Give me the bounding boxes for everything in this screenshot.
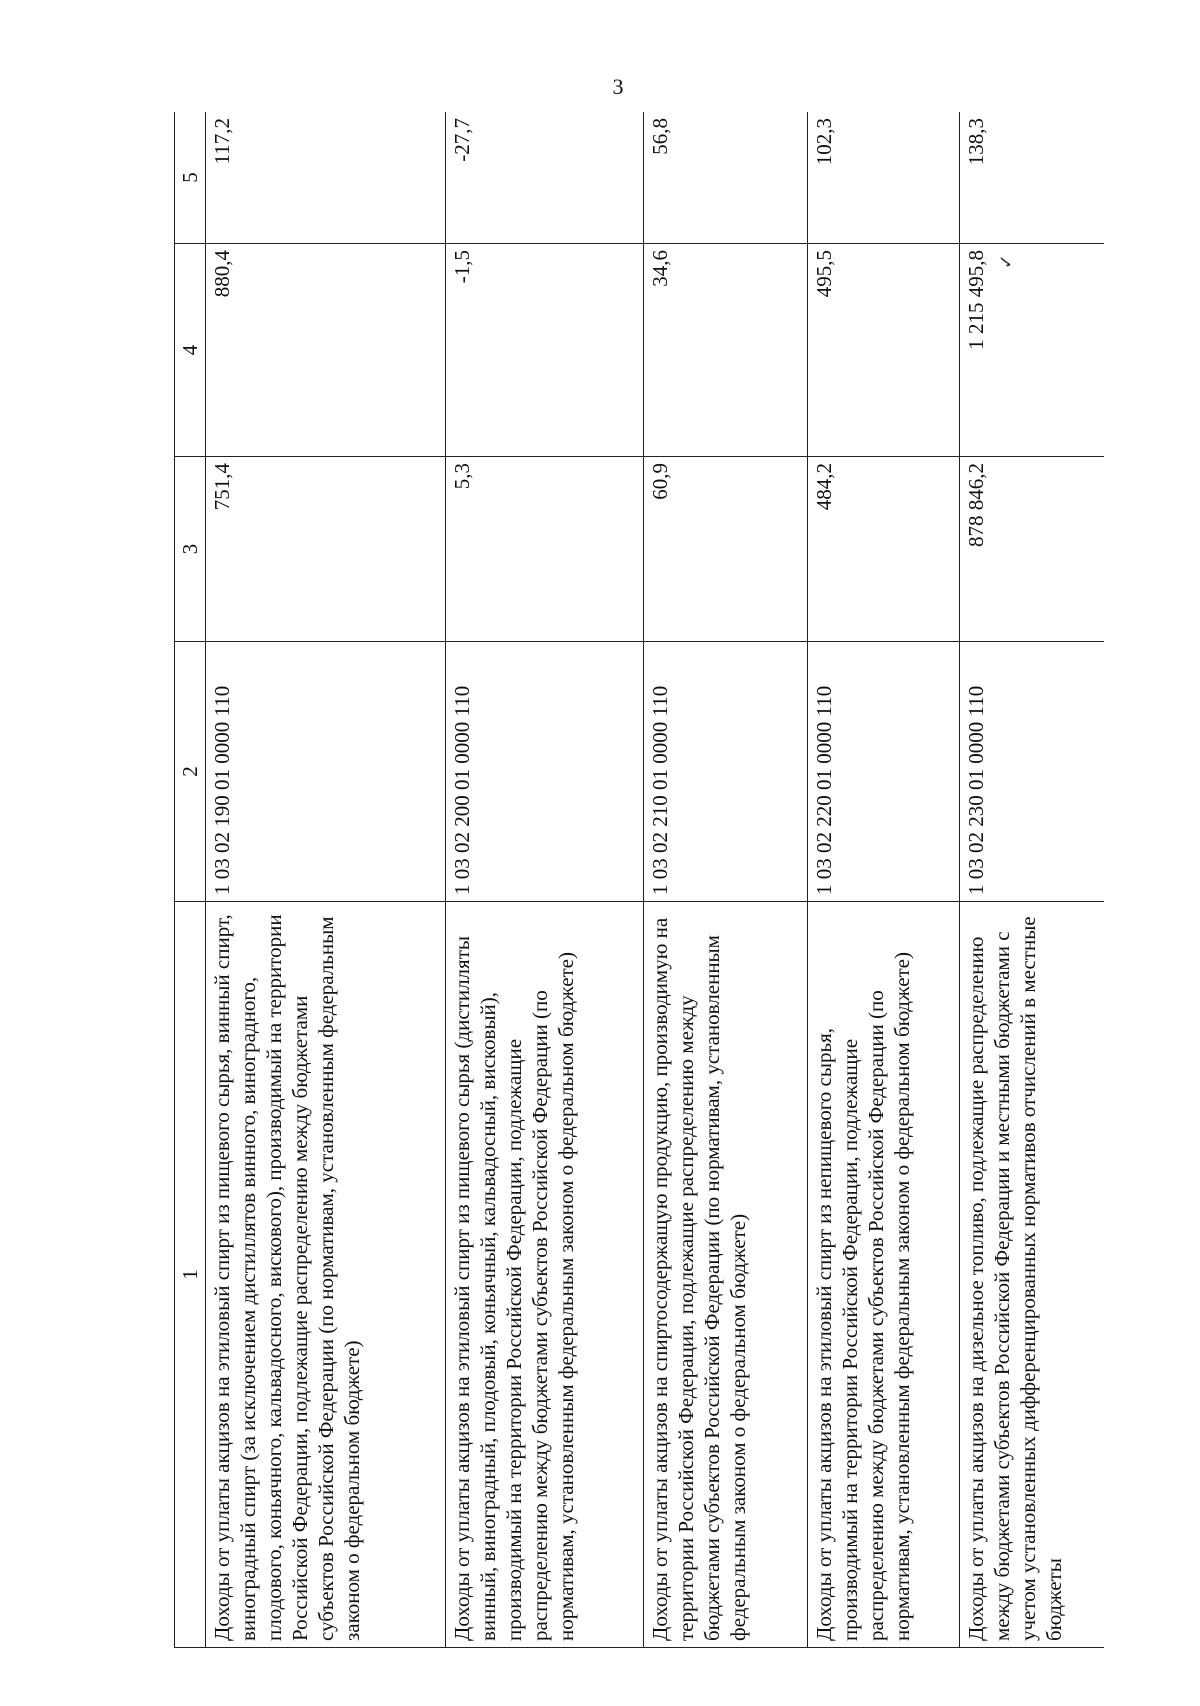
table-row bbox=[446, 112, 644, 1648]
row-code-cell: 1 03 02 200 01 0000 110 bbox=[446, 642, 644, 902]
column-header-4: 4 bbox=[175, 244, 206, 457]
column-header-1: 1 bbox=[175, 902, 206, 1648]
row-col4-cell: -1,5 bbox=[446, 244, 644, 457]
table-row bbox=[808, 112, 960, 1648]
page-number: 3 bbox=[612, 74, 624, 99]
handwritten-check-icon: ✓ bbox=[996, 254, 1017, 270]
row-col4-cell: 34,6 bbox=[644, 244, 808, 457]
row-code-cell: 1 03 02 230 01 0000 110 bbox=[960, 642, 1104, 902]
table-row bbox=[960, 112, 1104, 1648]
row-col4-value: 1 215 495,8 bbox=[964, 250, 989, 350]
row-code-cell: 1 03 02 210 01 0000 110 bbox=[644, 642, 808, 902]
row-col3-cell: 5,3 bbox=[446, 457, 644, 642]
row-col3-cell: 60,9 bbox=[644, 457, 808, 642]
row-col3-cell: 878 846,2 bbox=[960, 457, 1104, 642]
row-name-cell: Доходы от уплаты акцизов на этиловый спирт из непищевого сырья, производимый на территории Российской Федерации, подлежащие распределению между бюджетами субъектов Российской Федерации (по нормативам, установленным федеральным законом о федеральном бюджете) bbox=[808, 902, 960, 1648]
row-col5-cell: 102,3 bbox=[808, 112, 960, 244]
table-row bbox=[206, 112, 446, 1648]
row-name-cell: Доходы от уплаты акцизов на этиловый спирт из пищевого сырья (дистилляты винный, виноградный, плодовый, коньячный, кальвадосный, висковый), производимый на территории Российской Федерации, подлежащие распределению между бюджетами субъектов Российской Федерации (по нормативам, установленным федеральным законом о федеральном бюджете) bbox=[446, 902, 644, 1648]
table-row bbox=[644, 112, 808, 1648]
row-col5-cell: -27,7 bbox=[446, 112, 644, 244]
column-header-2: 2 bbox=[175, 642, 206, 902]
row-col3-cell: 751,4 bbox=[206, 457, 446, 642]
row-name-cell: Доходы от уплаты акцизов на этиловый спирт из пищевого сырья, винный спирт, виноградный спирт (за исключением дистиллятов винного, виноградного, плодового, коньячного, кальвадосного, вискового), производимый на территории Российской Федерации, подлежащие распределению между бюджетами субъектов Российской Федерации (по нормативам, установленным федеральным законом о федеральном бюджете) bbox=[206, 902, 446, 1648]
row-code-cell: 1 03 02 190 01 0000 110 bbox=[206, 642, 446, 902]
table-header-row bbox=[175, 112, 206, 1648]
rotated-table-container bbox=[174, 112, 1104, 1648]
row-col4-cell: 495,5 bbox=[808, 244, 960, 457]
table-viewport bbox=[174, 112, 1104, 1648]
row-col5-cell: 138,3 bbox=[960, 112, 1104, 244]
budget-table bbox=[174, 112, 1104, 1648]
row-code-cell: 1 03 02 220 01 0000 110 bbox=[808, 642, 960, 902]
column-header-3: 3 bbox=[175, 457, 206, 642]
row-col3-cell: 484,2 bbox=[808, 457, 960, 642]
row-col5-cell: 56,8 bbox=[644, 112, 808, 244]
row-name-cell: Доходы от уплаты акцизов на спиртосодержащую продукцию, производимую на территории Российской Федерации, подлежащие распределению между бюджетами субъектов Российской Федерации (по нормативам, установленным федеральным законом о федеральном бюджете) bbox=[644, 902, 808, 1648]
row-col4-cell bbox=[960, 244, 1104, 457]
row-col5-cell: 117,2 bbox=[206, 112, 446, 244]
column-header-5: 5 bbox=[175, 112, 206, 244]
row-col4-cell: 880,4 bbox=[206, 244, 446, 457]
row-name-cell: Доходы от уплаты акцизов на дизельное топливо, подлежащие распределению между бюджетами субъектов Российской Федерации и местными бюджетами с учетом установленных дифференцированных нормативов отчислений в местные бюджеты bbox=[960, 902, 1104, 1648]
